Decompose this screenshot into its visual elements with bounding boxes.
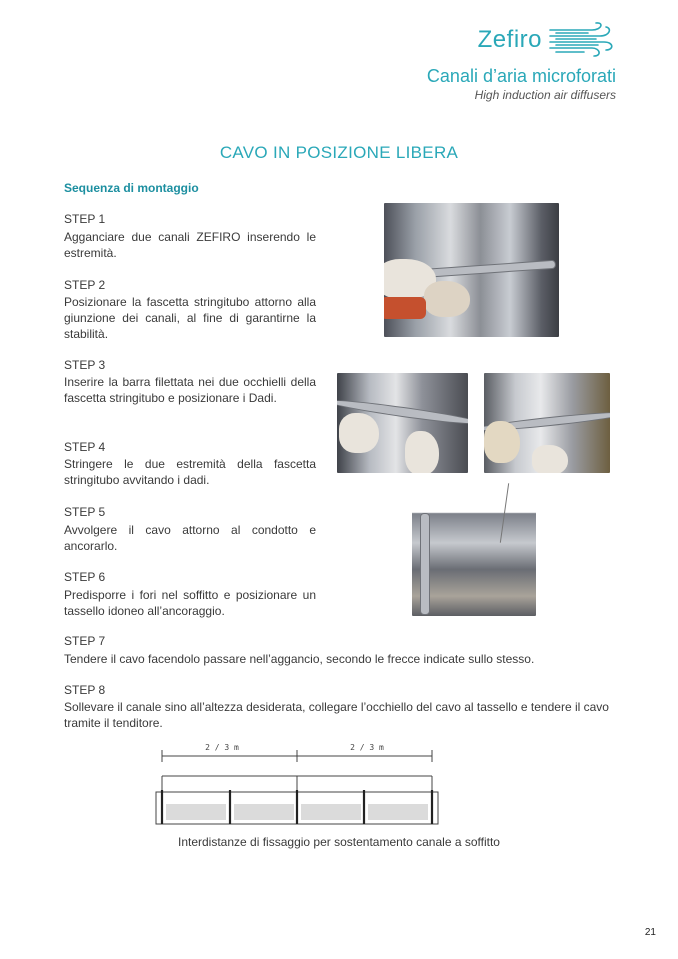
subline: High induction air diffusers [474,88,616,102]
step-2-label: STEP 2 [64,278,106,292]
step-3-text: Inserire la barra filettata nei due occhielli della fascetta stringitubo e posizionare i Dadi. [64,375,316,405]
cable [500,483,509,543]
brand-logo [478,22,616,58]
photo-step-3-right [484,373,610,473]
step-6-text: Predisporre i fori nel soffitto e posizionare un tassello idoneo all’ancoraggio. [64,588,316,618]
photo-step-1-2 [384,203,559,337]
step-3-label: STEP 3 [64,358,106,372]
glove [405,431,439,473]
clamp-band [420,513,430,615]
step-8-label: STEP 8 [64,683,106,697]
step-6-label: STEP 6 [64,570,106,584]
glove-right [424,281,470,317]
step-7-text: Tendere il cavo facendolo passare nell’aggancio, secondo le frecce indicate sullo stesso. [64,652,535,666]
step-5-label: STEP 5 [64,505,106,519]
step-8-text: Sollevare il canale sino all’altezza desiderata, collegare l’occhiello del cavo al tassello e tendere il cavo tramite il tenditore. [64,700,609,730]
air-flow-icon [548,22,616,58]
glove [339,413,379,453]
step-5-text: Avvolgere il cavo attorno al condotto e ancorarlo. [64,523,316,553]
dimension-label-right: 2 / 3 m [337,743,397,752]
glove [484,421,520,463]
dimension-label-left: 2 / 3 m [192,743,252,752]
page-title: CAVO IN POSIZIONE LIBERA [219,143,459,162]
diagram-caption: Interdistanze di fissaggio per sostentamento canale a soffitto [178,835,500,849]
sleeve [384,297,426,319]
photo-step-5-6 [412,483,536,616]
page-number: 21 [644,927,656,938]
step-1-text: Agganciare due canali ZEFIRO inserendo le estremità. [64,230,316,260]
step-2-text: Posizionare la fascetta stringitubo attorno alla giunzione dei canali, al fine di garantirne la stabilità. [64,295,316,341]
step-4-label: STEP 4 [64,440,106,454]
brand-name: Zefiro [477,26,542,53]
photo-step-3-left [337,373,468,473]
glove [532,445,568,473]
section-title: Sequenza di montaggio [64,181,199,195]
step-1-label: STEP 1 [64,212,106,226]
step-4-text: Stringere le due estremità della fascetta stringitubo avvitando i dadi. [64,457,316,487]
step-7-label: STEP 7 [64,634,106,648]
fixing-distance-diagram [152,742,442,828]
tagline: Canali d’aria microforati [426,66,616,86]
